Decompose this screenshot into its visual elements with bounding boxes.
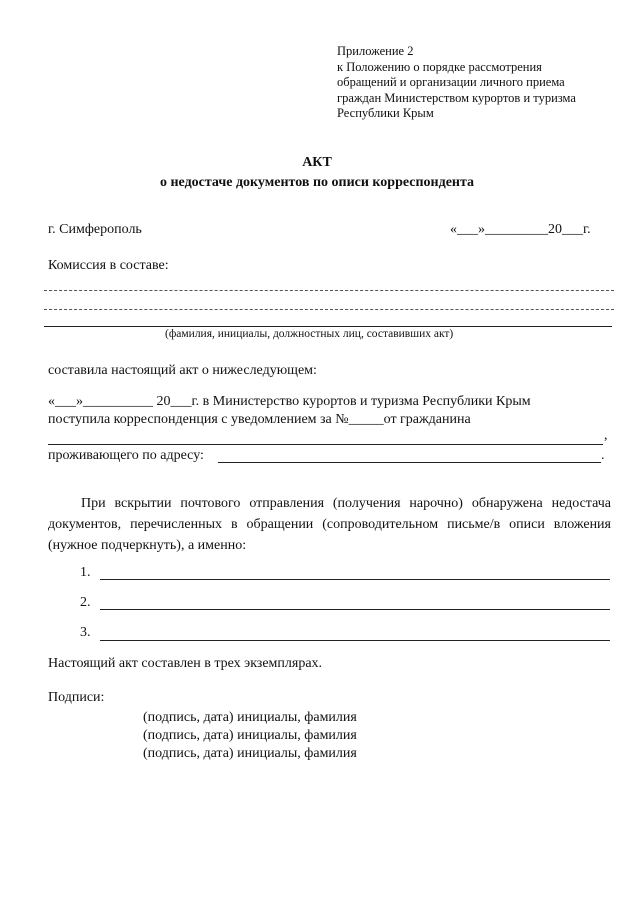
document-subtitle: о недостаче документов по описи корреспондента: [159, 175, 475, 190]
item-number: 2.: [80, 595, 91, 610]
signatures-label: Подписи:: [48, 690, 105, 705]
appendix-line: Республики Крым: [337, 106, 434, 120]
signature-line: (подпись, дата) инициалы, фамилия: [143, 746, 357, 761]
date-field: «___»_________20___г.: [450, 222, 591, 237]
intro-text: составила настоящий акт о нижеследующем:: [48, 363, 317, 378]
appendix-line: к Положению о порядке рассмотрения: [337, 59, 542, 74]
item-line-2: [100, 609, 610, 610]
signature-line: (подпись, дата) инициалы, фамилия: [143, 728, 357, 743]
commission-line-2: [44, 309, 614, 310]
receipt-line: «___»__________ 20___г. в Министерство курортов и туризма Республики Крым: [48, 394, 531, 409]
period-mark: .: [601, 448, 605, 463]
city-label: г. Симферополь: [48, 222, 142, 237]
comma-mark: ,: [604, 428, 608, 443]
item-line-3: [100, 640, 610, 641]
closing-text: Настоящий акт составлен в трех экземплярах.: [48, 656, 323, 671]
discovery-paragraph: При вскрытии почтового отправления (получения нарочно) обнаружена недостача документов, перечисленных в обращении (сопроводительном письме/в описи вложения (нужное подчеркнуть), а именно:: [48, 496, 611, 553]
item-line-1: [100, 579, 610, 580]
appendix-line: граждан Министерством курортов и туризма: [337, 90, 576, 105]
commission-caption: (фамилия, инициалы, должностных лиц, составивших акт): [165, 328, 454, 340]
appendix-block: [337, 44, 576, 122]
commission-line-3: [44, 326, 612, 327]
commission-label: Комиссия в составе:: [48, 258, 169, 273]
commission-line-1: [44, 290, 614, 291]
citizen-name-line: [48, 444, 603, 445]
item-number: 1.: [80, 565, 91, 580]
signature-line: (подпись, дата) инициалы, фамилия: [143, 710, 357, 725]
item-number: 3.: [80, 625, 91, 640]
document-title: АКТ: [302, 155, 332, 170]
correspondence-line: поступила корреспонденция с уведомлением за №_____от гражданина: [48, 412, 471, 427]
address-label: проживающего по адресу:: [48, 448, 204, 463]
appendix-line: обращений и организации личного приема: [337, 75, 565, 89]
appendix-line: Приложение 2: [337, 44, 414, 58]
address-line: [218, 462, 601, 463]
